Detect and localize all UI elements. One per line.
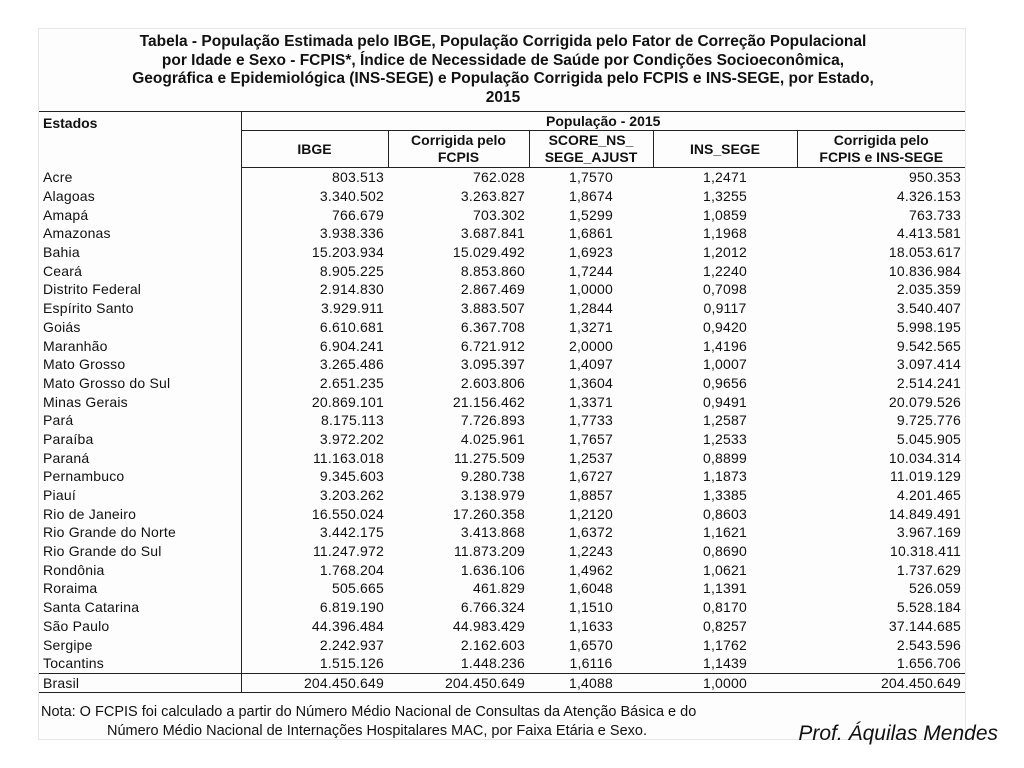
- cell-ibge: 6.904.241: [319, 337, 384, 354]
- cell-corrigida: 11.019.129: [889, 468, 961, 485]
- cell-corrigida: 3.540.407: [896, 300, 961, 317]
- table-row: [39, 598, 965, 617]
- cell-score: 1,7244: [568, 262, 614, 279]
- cell-score: 1,2120: [568, 505, 614, 522]
- cell-fcpis: 11.275.509: [453, 449, 525, 466]
- header-ins-sege: INS_SEGE: [653, 131, 797, 168]
- cell-score: 1,0000: [568, 281, 614, 298]
- cell-ibge: 2.651.235: [319, 374, 384, 391]
- cell-estado: Minas Gerais: [39, 392, 241, 411]
- cell-ins-sege: 1,3385: [702, 487, 748, 504]
- cell-corrigida: 1.737.629: [896, 561, 961, 578]
- table-row: [39, 374, 965, 393]
- cell-estado: Amapá: [39, 205, 241, 224]
- cell-ins-sege: 0,8690: [702, 543, 748, 560]
- cell-estado: Ceará: [39, 261, 241, 280]
- header-fcpis: Corrigida pelo FCPIS: [388, 131, 529, 168]
- cell-ins-sege: 1,2533: [702, 430, 748, 447]
- cell-estado: Distrito Federal: [39, 280, 241, 299]
- cell-fcpis: 6.766.324: [460, 599, 525, 616]
- cell-estado: Bahia: [39, 243, 241, 262]
- cell-corrigida: 10.318.411: [889, 543, 961, 560]
- cell-ibge: 11.163.018: [312, 449, 384, 466]
- header-ibge: IBGE: [241, 131, 388, 168]
- cell-score: 1,6923: [568, 244, 614, 261]
- cell-ibge: 3.972.202: [319, 430, 384, 447]
- table-row: [39, 299, 965, 318]
- cell-ins-sege: 0,8257: [702, 617, 748, 634]
- cell-corrigida: 18.053.617: [888, 244, 961, 261]
- cell-estado: Sergipe: [39, 635, 241, 654]
- cell-ibge: 1.515.126: [319, 655, 384, 672]
- author-credit: Prof. Áquilas Mendes: [798, 722, 998, 745]
- cell-estado: Mato Grosso do Sul: [39, 374, 241, 393]
- total-fcpis: 204.450.649: [388, 673, 529, 693]
- cell-fcpis: 3.687.841: [460, 225, 525, 242]
- cell-ins-sege: 0,7098: [702, 281, 748, 298]
- cell-fcpis: 44.983.429: [452, 617, 525, 634]
- cell-fcpis: 3.263.827: [460, 188, 525, 205]
- cell-fcpis: 461.829: [472, 580, 525, 597]
- note-line-1: Nota: O FCPIS foi calculado a partir do Número Médio Nacional de Consultas da Atenção Básica e do: [41, 704, 697, 720]
- cell-score: 1,4097: [568, 356, 614, 373]
- table-row: [39, 318, 965, 337]
- cell-fcpis: 7.726.893: [460, 412, 525, 429]
- table-row: [39, 430, 965, 449]
- cell-estado: Roraima: [39, 579, 241, 598]
- population-table: [39, 111, 965, 693]
- table-title: Tabela - População Estimada pelo IBGE, População Corrigida pelo Fator de Correção Populacional por Idade e Sexo - FCPIS*, Índice de Necessidade de Saúde por Condições Socioeconômica, Geográfica e Epidemiológica (INS-SEGE) e População Corrigida pelo FCPIS e INS-SEGE, por Estado, 2015: [132, 33, 874, 106]
- cell-corrigida: 1.656.706: [896, 655, 961, 672]
- cell-score: 1,7570: [568, 169, 614, 186]
- cell-ins-sege: 1,1391: [702, 580, 748, 597]
- cell-ins-sege: 1,0859: [702, 206, 748, 223]
- cell-ins-sege: 1,0621: [702, 561, 748, 578]
- cell-estado: Paraíba: [39, 430, 241, 449]
- cell-corrigida: 9.725.776: [896, 412, 961, 429]
- cell-corrigida: 2.543.596: [896, 636, 961, 653]
- cell-ins-sege: 1,3255: [702, 188, 748, 205]
- cell-score: 1,3371: [568, 393, 614, 410]
- table-row: [39, 579, 965, 598]
- table-row: [39, 168, 965, 187]
- cell-corrigida: 20.079.526: [888, 393, 961, 410]
- table-row: [39, 560, 965, 579]
- cell-ibge: 3.340.502: [319, 188, 384, 205]
- cell-score: 1,5299: [568, 206, 614, 223]
- table-row: [39, 635, 965, 654]
- table-row: [39, 187, 965, 206]
- cell-corrigida: 2.514.241: [896, 374, 961, 391]
- cell-ibge: 3.265.486: [319, 356, 384, 373]
- cell-estado: Goiás: [39, 318, 241, 337]
- cell-score: 1,8857: [568, 487, 614, 504]
- cell-estado: Rio Grande do Norte: [39, 523, 241, 542]
- cell-estado: Amazonas: [39, 224, 241, 243]
- cell-ibge: 9.345.603: [319, 468, 384, 485]
- cell-estado: Espírito Santo: [39, 299, 241, 318]
- cell-ibge: 44.396.484: [311, 617, 384, 634]
- total-estado: Brasil: [39, 673, 241, 693]
- cell-ins-sege: 0,9491: [702, 393, 748, 410]
- cell-corrigida: 4.326.153: [896, 188, 961, 205]
- cell-score: 1,6048: [568, 580, 614, 597]
- cell-score: 1,7657: [568, 430, 614, 447]
- cell-corrigida: 763.733: [908, 206, 961, 223]
- cell-ins-sege: 0,9656: [702, 374, 748, 391]
- cell-estado: Tocantins: [39, 654, 241, 673]
- cell-corrigida: 950.353: [908, 169, 961, 186]
- header-corrigida: Corrigida pelo FCPIS e INS-SEGE: [797, 131, 965, 168]
- cell-score: 1,6861: [568, 225, 614, 242]
- cell-estado: Alagoas: [39, 187, 241, 206]
- cell-score: 1,7733: [568, 412, 614, 429]
- cell-fcpis: 3.883.507: [460, 300, 525, 317]
- table-row: [39, 336, 965, 355]
- cell-ins-sege: 0,8170: [702, 599, 748, 616]
- cell-ins-sege: 1,1968: [702, 225, 748, 242]
- table-row: [39, 448, 965, 467]
- cell-fcpis: 21.156.462: [452, 393, 525, 410]
- cell-estado: Santa Catarina: [39, 598, 241, 617]
- cell-score: 1,1633: [568, 617, 614, 634]
- cell-ins-sege: 1,2587: [702, 412, 748, 429]
- cell-corrigida: 526.059: [908, 580, 961, 597]
- cell-fcpis: 17.260.358: [452, 505, 525, 522]
- cell-ibge: 15.203.934: [311, 244, 384, 261]
- cell-score: 1,2537: [568, 449, 614, 466]
- cell-corrigida: 4.201.465: [896, 487, 961, 504]
- cell-fcpis: 762.028: [472, 169, 525, 186]
- cell-ibge: 3.938.336: [319, 225, 384, 242]
- cell-ibge: 8.175.113: [320, 412, 384, 429]
- cell-corrigida: 14.849.491: [888, 505, 961, 522]
- total-corr: 204.450.649: [797, 673, 965, 693]
- table-row: [39, 280, 965, 299]
- cell-ibge: 1.768.204: [319, 561, 384, 578]
- table-row: [39, 243, 965, 262]
- cell-estado: São Paulo: [39, 617, 241, 636]
- table-row: [39, 617, 965, 636]
- cell-ins-sege: 1,1439: [702, 655, 748, 672]
- cell-ins-sege: 0,9117: [703, 300, 747, 317]
- cell-estado: Rio de Janeiro: [39, 504, 241, 523]
- table-row: [39, 486, 965, 505]
- cell-fcpis: 3.413.868: [460, 524, 525, 541]
- cell-corrigida: 37.144.685: [888, 617, 961, 634]
- table-panel: [38, 28, 966, 740]
- table-row: [39, 504, 965, 523]
- cell-fcpis: 2.867.469: [460, 281, 525, 298]
- total-row: [39, 673, 965, 693]
- cell-score: 1,1510: [568, 599, 614, 616]
- cell-estado: Rondônia: [39, 560, 241, 579]
- cell-ibge: 11.247.972: [312, 543, 384, 560]
- cell-ins-sege: 0,9420: [702, 318, 748, 335]
- cell-estado: Rio Grande do Sul: [39, 542, 241, 561]
- cell-fcpis: 6.721.912: [460, 337, 525, 354]
- cell-corrigida: 9.542.565: [896, 337, 961, 354]
- cell-estado: Pará: [39, 411, 241, 430]
- cell-ins-sege: 1,2240: [702, 262, 748, 279]
- cell-ibge: 20.869.101: [311, 393, 384, 410]
- cell-ibge: 3.442.175: [319, 524, 384, 541]
- total-ins: 1,0000: [653, 673, 797, 693]
- cell-score: 1,8674: [568, 188, 614, 205]
- cell-fcpis: 2.603.806: [460, 374, 525, 391]
- cell-fcpis: 8.853.860: [460, 262, 525, 279]
- cell-score: 1,2243: [568, 543, 614, 560]
- cell-corrigida: 3.097.414: [896, 356, 961, 373]
- cell-estado: Maranhão: [39, 336, 241, 355]
- cell-ins-sege: 0,8603: [702, 505, 748, 522]
- cell-ibge: 3.203.262: [319, 487, 384, 504]
- table-row: [39, 654, 965, 673]
- cell-ibge: 2.242.937: [319, 636, 384, 653]
- cell-ibge: 2.914.830: [319, 281, 384, 298]
- cell-fcpis: 15.029.492: [452, 244, 525, 261]
- total-ibge: 204.450.649: [241, 673, 388, 693]
- cell-fcpis: 9.280.738: [460, 468, 525, 485]
- cell-ibge: 6.610.681: [319, 318, 384, 335]
- header-group: População - 2015: [241, 112, 965, 131]
- cell-fcpis: 11.873.209: [453, 543, 525, 560]
- header-estados: Estados: [39, 112, 241, 168]
- cell-fcpis: 2.162.603: [460, 636, 525, 653]
- cell-score: 1,2844: [568, 300, 614, 317]
- table-row: [39, 392, 965, 411]
- cell-corrigida: 4.413.581: [896, 225, 961, 242]
- cell-estado: Pernambuco: [39, 467, 241, 486]
- cell-corrigida: 10.034.314: [888, 449, 961, 466]
- table-body: [39, 168, 965, 674]
- cell-score: 1,6727: [568, 468, 614, 485]
- total-score: 1,4088: [529, 673, 653, 693]
- cell-ibge: 505.665: [331, 580, 384, 597]
- cell-corrigida: 5.528.184: [896, 599, 961, 616]
- table-row: [39, 355, 965, 374]
- table-row: [39, 205, 965, 224]
- cell-fcpis: 3.138.979: [460, 487, 525, 504]
- cell-ins-sege: 1,2012: [702, 244, 748, 261]
- cell-corrigida: 5.045.905: [896, 430, 961, 447]
- cell-score: 1,6116: [569, 655, 613, 672]
- cell-fcpis: 4.025.961: [460, 430, 525, 447]
- cell-ins-sege: 1,4196: [702, 337, 748, 354]
- cell-score: 1,4962: [568, 561, 614, 578]
- table-row: [39, 261, 965, 280]
- cell-corrigida: 10.836.984: [888, 262, 961, 279]
- cell-ibge: 16.550.024: [311, 505, 384, 522]
- cell-ibge: 6.819.190: [319, 599, 384, 616]
- cell-estado: Mato Grosso: [39, 355, 241, 374]
- cell-score: 1,3271: [568, 318, 614, 335]
- cell-ibge: 803.513: [331, 169, 384, 186]
- table-row: [39, 542, 965, 561]
- cell-ins-sege: 0,8899: [702, 449, 748, 466]
- cell-fcpis: 703.302: [472, 206, 525, 223]
- cell-score: 1,3604: [568, 374, 614, 391]
- cell-ins-sege: 1,1621: [702, 524, 748, 541]
- cell-estado: Piauí: [39, 486, 241, 505]
- cell-ibge: 3.929.911: [320, 300, 384, 317]
- cell-ins-sege: 1,1873: [702, 468, 748, 485]
- cell-ins-sege: 1,1762: [702, 636, 748, 653]
- cell-score: 1,6570: [568, 636, 614, 653]
- cell-fcpis: 6.367.708: [460, 318, 525, 335]
- cell-fcpis: 1.448.236: [460, 655, 525, 672]
- cell-corrigida: 3.967.169: [896, 524, 961, 541]
- cell-ins-sege: 1,0007: [702, 356, 748, 373]
- cell-ins-sege: 1,2471: [702, 169, 748, 186]
- cell-corrigida: 5.998.195: [896, 318, 961, 335]
- cell-score: 1,6372: [568, 524, 614, 541]
- cell-corrigida: 2.035.359: [896, 281, 961, 298]
- cell-ibge: 766.679: [331, 206, 384, 223]
- table-row: [39, 224, 965, 243]
- note-line-2: Número Médio Nacional de Internações Hospitalares MAC, por Faixa Etária e Sexo.: [107, 723, 647, 739]
- header-score: SCORE_NS_ SEGE_AJUST: [529, 131, 653, 168]
- cell-ibge: 8.905.225: [319, 262, 384, 279]
- table-row: [39, 411, 965, 430]
- cell-estado: Paraná: [39, 448, 241, 467]
- table-row: [39, 467, 965, 486]
- cell-fcpis: 3.095.397: [460, 356, 525, 373]
- cell-estado: Acre: [39, 168, 241, 187]
- table-row: [39, 523, 965, 542]
- cell-fcpis: 1.636.106: [460, 561, 525, 578]
- cell-score: 2,0000: [568, 337, 614, 354]
